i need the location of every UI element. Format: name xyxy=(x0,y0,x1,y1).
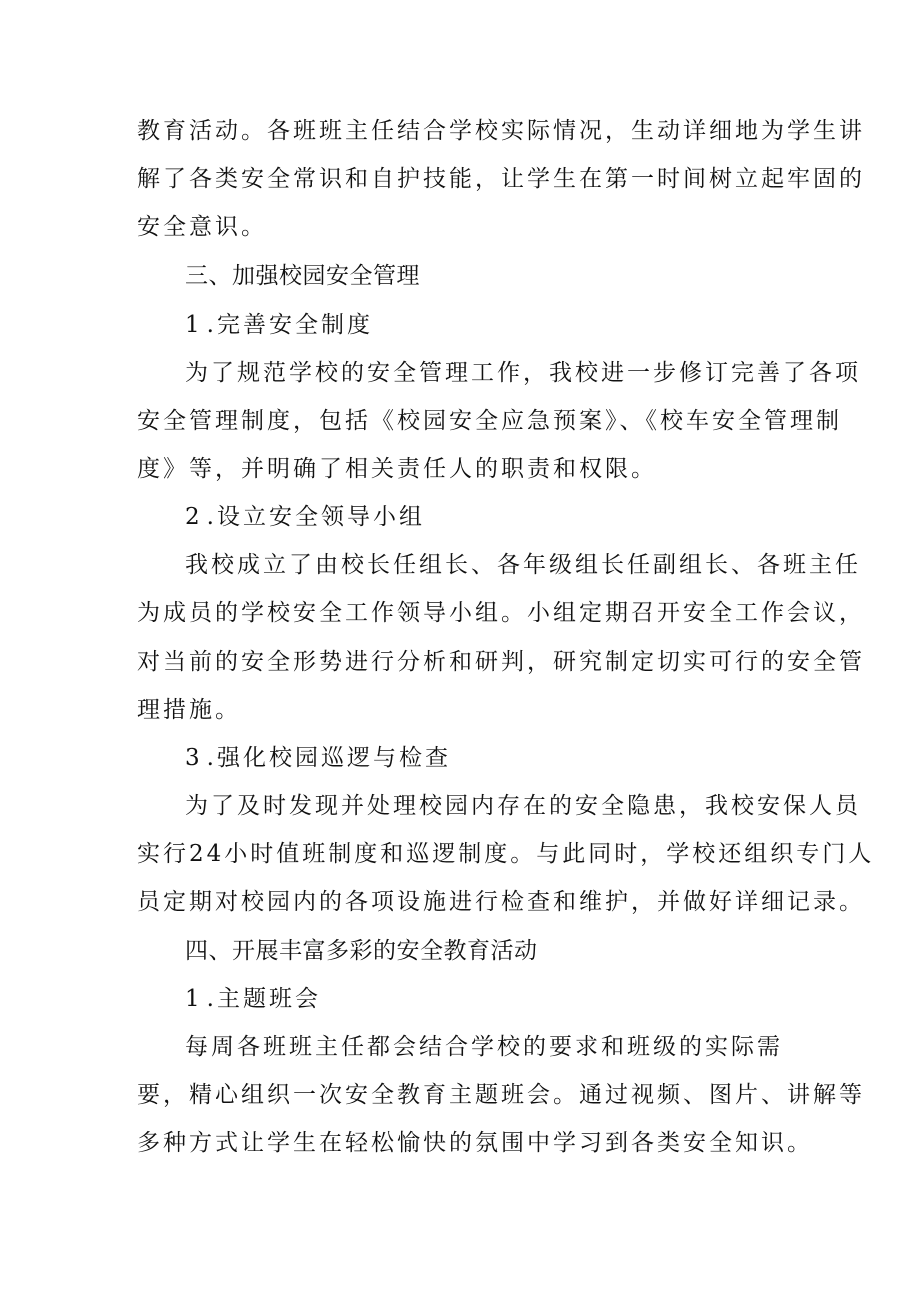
item-3-2-line-1: 我校成立了由校长任组长、各年级组长任副组长、各班主任 xyxy=(185,552,861,578)
item-3-1-line-1: 为了规范学校的安全管理工作，我校进一步修订完善了各项 xyxy=(185,360,861,386)
item-3-3-line-2: 实行24小时值班制度和巡逻制度。与此同时，学校还组织专门人 xyxy=(137,841,875,867)
item-3-2-line-4: 理措施。 xyxy=(137,697,241,723)
item-3-2-line-3: 对当前的安全形势进行分析和研判，研究制定切实可行的安全管 xyxy=(137,649,865,675)
item-4-1-line-3: 多种方式让学生在轻松愉快的氛围中学习到各类安全知识。 xyxy=(137,1130,813,1156)
item-3-1-line-3: 度》等，并明确了相关责任人的职责和权限。 xyxy=(137,456,657,482)
item-3-2-title: .设立安全领导小组 xyxy=(206,504,425,530)
intro-line-3: 安全意识。 xyxy=(137,214,267,240)
item-3-2-number: 2 xyxy=(185,504,203,530)
item-3-3-heading xyxy=(185,743,451,773)
item-4-1-line-2: 要，精心组织一次安全教育主题班会。通过视频、图片、讲解等 xyxy=(137,1082,865,1108)
item-3-3-title: .强化校园巡逻与检查 xyxy=(206,745,451,771)
item-3-3-line-1: 为了及时发现并处理校园内存在的安全隐患，我校安保人员 xyxy=(185,793,861,819)
item-3-1-title: .完善安全制度 xyxy=(206,312,373,338)
intro-line-1: 教育活动。各班班主任结合学校实际情况，生动详细地为学生讲 xyxy=(137,118,865,144)
section-4-heading: 四、开展丰富多彩的安全教育活动 xyxy=(185,938,538,964)
intro-line-2: 解了各类安全常识和自护技能，让学生在第一时间树立起牢固的 xyxy=(137,166,865,192)
item-3-2-line-2: 为成员的学校安全工作领导小组。小组定期召开安全工作会议， xyxy=(137,600,865,626)
item-3-1-line-2: 安全管理制度，包括《校园安全应急预案》、《校车安全管理制 xyxy=(137,408,842,434)
item-3-3-number: 3 xyxy=(185,745,203,771)
item-3-1-number: 1 xyxy=(185,312,203,338)
item-3-1-heading xyxy=(185,310,373,340)
item-3-3-line-3: 员定期对校园内的各项设施进行检查和维护，并做好详细记录。 xyxy=(137,889,865,915)
item-4-1-number: 1 xyxy=(185,986,203,1012)
item-4-1-title: .主题班会 xyxy=(206,986,321,1012)
section-3-heading: 三、加强校园安全管理 xyxy=(185,263,420,289)
item-4-1-heading xyxy=(185,984,321,1014)
item-4-1-line-1: 每周各班班主任都会结合学校的要求和班级的实际需 xyxy=(185,1034,783,1060)
item-3-2-heading xyxy=(185,502,425,532)
